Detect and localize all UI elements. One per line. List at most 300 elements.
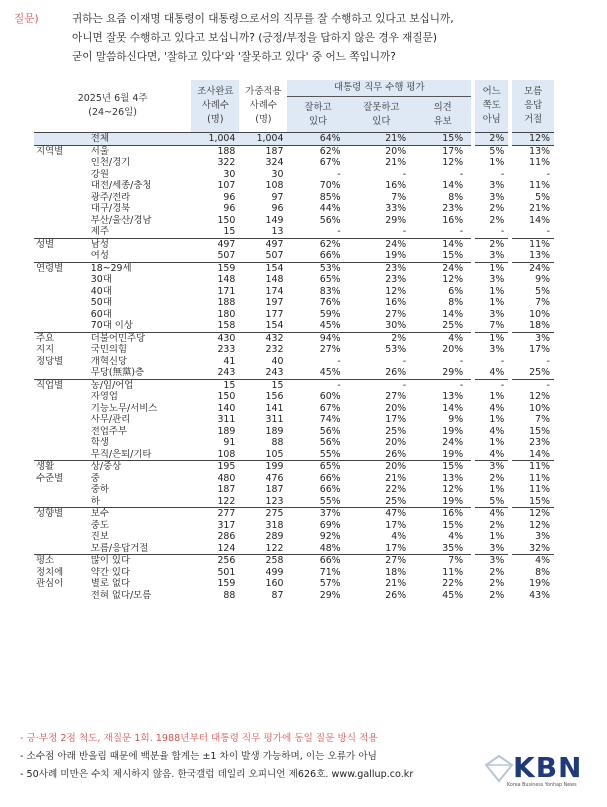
reserve-pct: -: [459, 226, 464, 237]
table-row: [34, 461, 554, 473]
row-label: 18~29세: [91, 262, 192, 274]
table-row: [34, 226, 554, 238]
diamond-icon: [483, 753, 515, 783]
dk-header: 모름 응답 거절: [510, 80, 554, 133]
bad-pct: 2%: [349, 332, 415, 344]
neither-pct: 1%: [473, 414, 510, 426]
table-row: [34, 496, 554, 508]
footnote-line: - 50사례 미만은 수치 제시하지 않음. 한국갤럽 데일리 오피니언 제626호. www.gallup.co.kr: [20, 769, 414, 780]
dk-pct: 7%: [510, 297, 554, 309]
neither-pct: 1%: [473, 391, 510, 403]
good-pct: 94%: [287, 332, 348, 344]
bad-pct: 20%: [385, 402, 407, 414]
reserve-pct: 15%: [442, 250, 464, 261]
good-pct: 67%: [319, 402, 341, 414]
row-label: 약간 있다: [90, 566, 131, 578]
neither-pct: 2%: [473, 203, 510, 215]
reserve-pct: 15%: [414, 133, 473, 146]
reserve-pct: 29%: [442, 367, 464, 378]
weighted-count-header: 가중적용 사례수 (명): [245, 86, 282, 125]
bad-pct: 16%: [385, 180, 407, 191]
group-label: [34, 192, 91, 204]
weighted-count: 258: [239, 555, 287, 567]
survey-count: 430: [191, 332, 239, 344]
survey-count: 277: [191, 508, 239, 520]
good-pct: 27%: [319, 344, 341, 355]
neither-pct: 2%: [473, 238, 510, 250]
group-label: [34, 180, 91, 192]
row-label: 상/중상: [91, 461, 192, 473]
weighted-count: 174: [265, 285, 284, 297]
bad-pct: 7%: [391, 191, 407, 203]
reserve-pct: 14%: [442, 402, 464, 414]
reserve-pct: 4%: [414, 332, 473, 344]
survey-count: 15: [191, 379, 239, 391]
good-pct: 56%: [319, 437, 341, 448]
reserve-pct: 15%: [414, 461, 473, 473]
weighted-count: 156: [265, 391, 284, 402]
table-body: [34, 133, 554, 602]
question-line: 귀하는 요즘 이재명 대통령이 대통령으로서의 직무를 잘 수행하고 있다고 보십니까,: [72, 13, 454, 25]
good-pct: 48%: [319, 542, 341, 554]
table-row: [34, 192, 554, 204]
row-label: 전업주부: [90, 425, 128, 437]
bad-pct: -: [402, 355, 407, 367]
row-label: 더불어민주당: [91, 332, 192, 344]
dk-pct: 19%: [510, 578, 554, 590]
dk-pct: 14%: [510, 215, 554, 227]
group-label: [34, 520, 91, 532]
group-label: [34, 250, 91, 262]
survey-count: 148: [217, 274, 236, 285]
group-label: 직업별: [34, 379, 91, 391]
reserve-pct: 14%: [414, 238, 473, 250]
bad-pct: -: [402, 226, 407, 237]
dk-pct: -: [510, 379, 554, 391]
dk-pct: 13%: [510, 250, 554, 262]
row-label: 광주/전라: [90, 191, 131, 203]
row-label: 진보: [90, 531, 109, 542]
group-label: [34, 133, 91, 146]
row-label: 중: [90, 472, 100, 484]
bad-pct: 24%: [349, 238, 415, 250]
neither-pct: 3%: [473, 543, 510, 555]
survey-count: 501: [217, 566, 236, 578]
dk-pct: 15%: [510, 496, 554, 508]
table-row: [34, 320, 554, 332]
reserve-pct: 11%: [442, 566, 464, 578]
weighted-count: 154: [265, 320, 284, 331]
neither-pct: 2%: [473, 473, 510, 485]
reserve-pct: 17%: [414, 145, 473, 157]
question-line: 굳이 말씀하신다면, '잘하고 있다'와 '잘못하고 있다' 중 어느 쪽입니까?: [72, 51, 396, 63]
table-row: [34, 286, 554, 298]
bad-pct: 21%: [385, 472, 407, 484]
weighted-count: 15: [239, 379, 287, 391]
row-label: 하: [90, 495, 100, 507]
neither-pct: 1%: [473, 286, 510, 298]
dk-pct: 24%: [510, 262, 554, 274]
row-label: 중도: [90, 519, 109, 531]
reserve-pct: 15%: [442, 519, 464, 531]
neither-pct: 2%: [473, 578, 510, 590]
neither-pct: 2%: [473, 567, 510, 579]
neither-pct: 1%: [473, 332, 510, 344]
group-label: [34, 484, 91, 496]
dk-pct: 11%: [510, 157, 554, 169]
footnote-line: - 소수점 아래 반올림 때문에 백분율 합계는 ±1 차이 발생 가능하며, 이는 오류가 아님: [20, 751, 377, 762]
reserve-header: 의견 유보: [414, 97, 473, 133]
neither-pct: 4%: [473, 403, 510, 415]
neither-pct: 3%: [473, 180, 510, 192]
weighted-count: 432: [239, 332, 287, 344]
reserve-pct: 25%: [442, 320, 464, 331]
bad-pct: 47%: [349, 508, 415, 520]
good-pct: 56%: [319, 214, 341, 226]
survey-count: 41: [223, 355, 236, 367]
survey-count: 180: [217, 308, 236, 320]
table-row: [34, 391, 554, 403]
neither-pct: 3%: [473, 250, 510, 262]
dk-pct: 11%: [510, 484, 554, 496]
bad-pct: 17%: [385, 519, 407, 531]
neither-header: 어느 쪽도 아님: [473, 80, 510, 133]
table-row: [34, 531, 554, 543]
table-row: [34, 344, 554, 356]
dk-pct: 14%: [510, 449, 554, 461]
row-label: 50대: [90, 297, 112, 308]
survey-count: 195: [191, 461, 239, 473]
group-label: 지지: [36, 344, 55, 355]
table-row: [34, 309, 554, 321]
dk-pct: -: [510, 226, 554, 238]
weighted-count: 507: [265, 250, 284, 261]
weighted-count: 324: [265, 157, 284, 168]
weighted-count: 497: [239, 238, 287, 250]
reserve-pct: 8%: [448, 297, 464, 308]
reserve-pct: 13%: [442, 391, 464, 402]
good-pct: 70%: [319, 180, 341, 191]
survey-count: 322: [217, 157, 236, 168]
reserve-pct: 4%: [448, 531, 464, 542]
neither-pct: 4%: [473, 367, 510, 379]
row-label: 사무/관리: [90, 414, 131, 425]
reserve-pct: 19%: [442, 495, 464, 507]
reserve-pct: 16%: [414, 508, 473, 520]
weighted-count: 289: [265, 531, 284, 542]
table-row: [34, 133, 554, 146]
good-pct: 55%: [319, 495, 341, 507]
row-label: 별로 없다: [90, 578, 131, 589]
row-label: 무당(無黨)층: [90, 367, 145, 378]
row-label: 무직/은퇴/기타: [90, 448, 152, 460]
row-label: 대전/세종/충청: [90, 180, 152, 191]
bad-pct: 18%: [385, 566, 407, 578]
neither-pct: 4%: [473, 449, 510, 461]
group-label: [34, 297, 91, 309]
weighted-count: 275: [239, 508, 287, 520]
survey-count: 188: [191, 145, 239, 157]
row-label: 인천/경기: [90, 157, 131, 168]
reserve-pct: 22%: [442, 578, 464, 589]
dk-pct: 9%: [510, 274, 554, 286]
group-label: [34, 367, 91, 379]
reserve-pct: 16%: [442, 214, 464, 226]
reserve-pct: 12%: [442, 274, 464, 285]
good-pct: 66%: [319, 484, 341, 495]
reserve-pct: -: [459, 168, 464, 180]
table-row: [34, 332, 554, 344]
table-row: [34, 578, 554, 590]
group-label: 주요: [34, 332, 91, 344]
group-label: [34, 531, 91, 543]
weighted-count: 154: [239, 262, 287, 274]
dk-pct: 12%: [510, 508, 554, 520]
good-pct: 65%: [287, 461, 348, 473]
neither-pct: 2%: [473, 520, 510, 532]
table-row: [34, 414, 554, 426]
good-pct: 59%: [319, 308, 341, 320]
survey-count: 30: [223, 168, 236, 180]
table-row: [34, 555, 554, 567]
dk-pct: 25%: [510, 367, 554, 379]
good-pct: 71%: [319, 566, 341, 578]
survey-count: 187: [217, 484, 236, 495]
dk-pct: 13%: [510, 145, 554, 157]
survey-count: 96: [223, 191, 236, 203]
weighted-count: 122: [265, 542, 284, 554]
good-pct: 56%: [319, 425, 341, 437]
survey-count: 107: [217, 180, 236, 191]
table-row: [34, 543, 554, 555]
survey-count: 188: [217, 297, 236, 308]
reserve-pct: 24%: [442, 437, 464, 448]
table-row: [34, 145, 554, 157]
survey-count: 480: [217, 472, 236, 484]
dk-pct: -: [510, 356, 554, 368]
survey-count: 15: [223, 226, 236, 237]
table-row: [34, 274, 554, 286]
row-label: 모름/응답거절: [90, 542, 149, 554]
period-dates: (24~26일): [88, 107, 138, 118]
reserve-pct: 20%: [442, 344, 464, 355]
dk-pct: 10%: [510, 309, 554, 321]
bad-pct: 26%: [385, 448, 407, 460]
dk-pct: 15%: [510, 426, 554, 438]
bad-pct: 17%: [385, 414, 407, 425]
bad-pct: 33%: [385, 203, 407, 214]
weighted-count: 141: [265, 402, 284, 414]
reserve-pct: 9%: [448, 414, 464, 425]
neither-pct: 1%: [473, 297, 510, 309]
table-row: [34, 403, 554, 415]
good-pct: 37%: [287, 508, 348, 520]
neither-pct: 3%: [473, 309, 510, 321]
survey-count: 159: [217, 578, 236, 589]
weighted-count: 149: [265, 214, 284, 226]
neither-pct: 5%: [473, 496, 510, 508]
row-label: 중하: [90, 484, 109, 495]
group-label: 정당별: [36, 355, 64, 367]
dk-pct: 11%: [510, 473, 554, 485]
bad-pct: 16%: [385, 297, 407, 308]
weighted-count: 108: [265, 180, 284, 191]
neither-pct: 3%: [473, 274, 510, 286]
dk-pct: 5%: [510, 192, 554, 204]
weighted-count: 197: [265, 297, 284, 308]
dk-pct: 8%: [510, 567, 554, 579]
table-row: [34, 473, 554, 485]
dk-pct: 10%: [510, 403, 554, 415]
weighted-count: 499: [265, 566, 284, 578]
good-pct: 53%: [287, 262, 348, 274]
reserve-pct: 14%: [442, 308, 464, 320]
period-header: [34, 80, 191, 133]
reserve-pct: 8%: [448, 191, 464, 203]
bad-pct: 20%: [385, 437, 407, 448]
group-label: [34, 449, 91, 461]
survey-count: 171: [217, 285, 236, 297]
good-pct: 66%: [319, 472, 341, 484]
row-label: 남성: [91, 238, 192, 250]
table-row: [34, 180, 554, 192]
good-pct: 69%: [319, 519, 341, 531]
weighted-count: 199: [239, 461, 287, 473]
good-pct: 45%: [319, 367, 341, 378]
table-row: [34, 567, 554, 579]
survey-count-header: 조사완료 사례수 (명): [191, 80, 239, 133]
bad-pct: 23%: [385, 274, 407, 285]
group-label: 정치에: [36, 566, 64, 578]
survey-count: 286: [217, 531, 236, 542]
weighted-count: 87: [271, 589, 284, 601]
bad-pct: 12%: [385, 285, 407, 297]
reserve-pct: 6%: [448, 285, 464, 297]
neither-pct: 3%: [473, 555, 510, 567]
weighted-count: 97: [271, 191, 284, 203]
row-label: 개혁신당: [90, 355, 128, 367]
good-pct: 62%: [287, 238, 348, 250]
survey-count: 317: [217, 519, 236, 531]
neither-pct: 2%: [473, 215, 510, 227]
bad-pct: 25%: [385, 495, 407, 507]
table-row: [34, 379, 554, 391]
weighted-count: 476: [265, 472, 284, 484]
bad-pct: 21%: [385, 578, 407, 589]
neither-pct: 1%: [473, 484, 510, 496]
weighted-count: 318: [265, 519, 284, 531]
group-label: [34, 226, 91, 238]
group-label: 연령별: [34, 262, 91, 274]
table-row: [34, 238, 554, 250]
dk-pct: 3%: [510, 531, 554, 543]
good-pct: 62%: [287, 145, 348, 157]
table-row: [34, 520, 554, 532]
good-pct: 66%: [319, 250, 341, 261]
weighted-count: 177: [265, 308, 284, 320]
table-row: [34, 367, 554, 379]
neither-pct: 3%: [473, 344, 510, 356]
good-pct: -: [337, 226, 341, 237]
survey-count: 140: [217, 402, 236, 414]
group-label: [34, 403, 91, 415]
bad-pct: 27%: [385, 391, 407, 402]
group-label: 생활: [34, 461, 91, 473]
neither-pct: 1%: [473, 262, 510, 274]
group-label: [34, 203, 91, 215]
dk-pct: 23%: [510, 437, 554, 449]
survey-count: 497: [191, 238, 239, 250]
question-block: [14, 10, 594, 67]
approval-table: [34, 80, 554, 601]
reserve-pct: 12%: [442, 157, 464, 168]
group-label: [34, 286, 91, 298]
weighted-count: 243: [265, 367, 284, 378]
good-pct: 45%: [319, 320, 341, 331]
survey-count: 88: [223, 589, 236, 601]
row-label: 30대: [90, 274, 112, 285]
weighted-count: 232: [265, 344, 284, 355]
bad-pct: 4%: [391, 531, 407, 542]
logo-text: KBN: [513, 751, 583, 784]
survey-count: 150: [217, 391, 236, 402]
dk-pct: -: [510, 169, 554, 181]
dk-pct: 12%: [510, 391, 554, 403]
group-label: [34, 426, 91, 438]
table-row: [34, 356, 554, 368]
bad-pct: 29%: [385, 214, 407, 226]
row-label: 기능노무/서비스: [90, 402, 158, 414]
survey-count: 507: [217, 250, 236, 261]
survey-count: 243: [217, 367, 236, 378]
dk-pct: 18%: [510, 320, 554, 332]
weighted-count: 88: [271, 437, 284, 448]
group-label: 성별: [34, 238, 91, 250]
good-pct: 29%: [319, 589, 341, 601]
survey-count: 122: [217, 495, 236, 507]
reserve-pct: 35%: [442, 542, 464, 554]
neither-pct: -: [473, 379, 510, 391]
row-label: 농/임/어업: [91, 379, 192, 391]
neither-pct: -: [473, 356, 510, 368]
reserve-pct: 23%: [442, 203, 464, 214]
row-label: 보수: [91, 508, 192, 520]
survey-count: 256: [191, 555, 239, 567]
good-pct: 85%: [319, 191, 341, 203]
neither-pct: 1%: [473, 157, 510, 169]
row-label: 국민의힘: [90, 344, 128, 355]
group-label: [34, 496, 91, 508]
kbn-logo: [483, 753, 593, 793]
dk-pct: 43%: [510, 590, 554, 602]
good-header: 잘하고 있다: [287, 97, 348, 133]
group-label: [34, 543, 91, 555]
neither-pct: 4%: [473, 426, 510, 438]
row-label: 전혀 없다/모름: [90, 589, 152, 601]
table-row: [34, 203, 554, 215]
reserve-pct: 45%: [442, 589, 464, 601]
eval-title: 대통령 직무 수행 평가: [287, 80, 473, 97]
survey-count: 158: [217, 320, 236, 331]
period-label: 2025년 6월 4주: [77, 93, 148, 104]
dk-pct: 17%: [510, 344, 554, 356]
question-line: 아니면 잘못 수행하고 있다고 보십니까? (긍정/부정을 답하지 않은 경우 재질문): [72, 32, 438, 44]
bad-pct: 26%: [385, 367, 407, 378]
row-label: 서울: [91, 145, 192, 157]
weighted-count: 13: [271, 226, 284, 237]
good-pct: 64%: [287, 133, 348, 146]
reserve-pct: 14%: [442, 180, 464, 191]
